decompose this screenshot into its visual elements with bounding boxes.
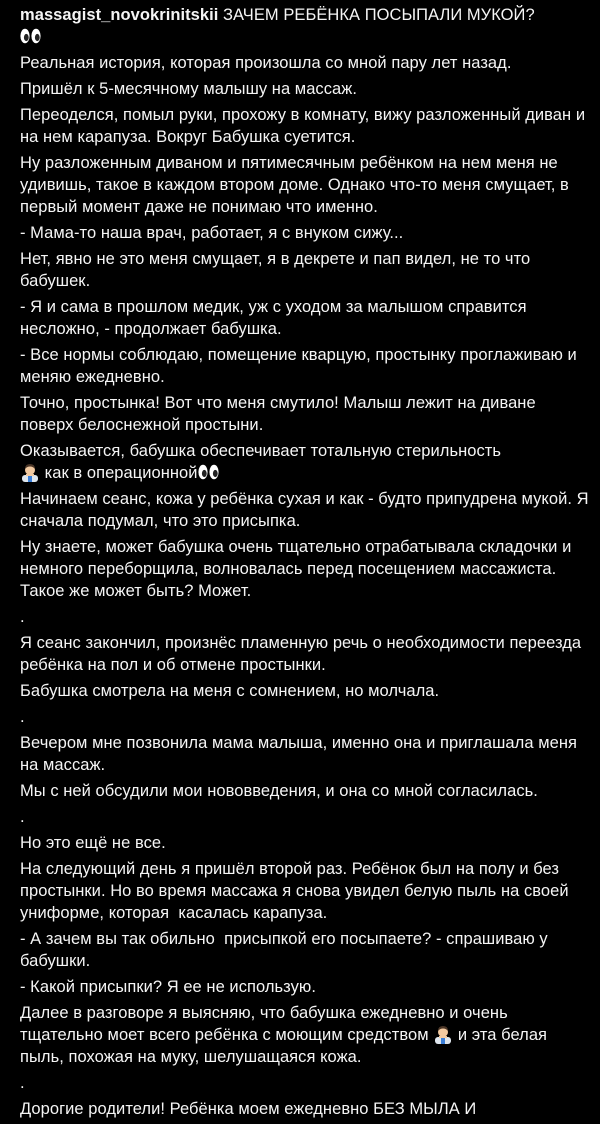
sterility-text-1: Оказывается, бабушка обеспечивает тотальную стерильность	[20, 442, 502, 460]
separator-dot: .	[20, 608, 25, 626]
separator-dot: .	[20, 708, 25, 726]
health-worker-icon	[20, 462, 40, 482]
caption-paragraph: Мы с ней обсудили мои нововведения, и она со мной согласилась.	[20, 782, 538, 800]
separator-dot: .	[20, 808, 25, 826]
sterility-paragraph	[20, 440, 592, 484]
caption-header	[20, 4, 592, 48]
paragraphs-a	[20, 52, 592, 436]
eyes-icon	[198, 464, 219, 480]
post-title: ЗАЧЕМ РЕБЁНКА ПОСЫПАЛИ МУКОЙ?	[223, 6, 535, 24]
caption-paragraph: - Мама-то наша врач, работает, я с внуком сижу...	[20, 224, 404, 242]
caption-paragraph: Но это ещё не все.	[20, 834, 166, 852]
caption-paragraph: - Все нормы соблюдаю, помещение кварцую, простынку проглаживаю и меняю ежедневно.	[20, 346, 582, 386]
caption-paragraph: Реальная история, которая произошла со мной пару лет назад.	[20, 54, 512, 72]
separator-dot: .	[20, 1074, 25, 1092]
caption-paragraph: Начинаем сеанс, кожа у ребёнка сухая и как - будто припудрена мукой. Я сначала подумал, что это присыпка.	[20, 490, 594, 530]
health-worker-icon	[433, 1024, 453, 1044]
caption-paragraph: Бабушка смотрела на меня с сомнением, но молчала.	[20, 682, 440, 700]
paragraphs-d	[20, 732, 592, 802]
caption-paragraph: Пришёл к 5-месячному малышу на массаж.	[20, 80, 357, 98]
caption-paragraph: Ну знаете, может бабушка очень тщательно отрабатывала складочки и немного переборщила, волновалась перед посещением массажиста. Такое же может быть? Может.	[20, 538, 576, 600]
caption-paragraph: Переоделся, помыл руки, прохожу в комнату, вижу разложенный диван и на нем карапуза. Вокруг Бабушка суетится.	[20, 106, 590, 146]
caption-paragraph: Ну разложенным диваном и пятимесячным ребёнком на нем меня не удивишь, такое в каждом втором доме. Однако что-то меня смущает, в первый момент даже не понимаю что именно.	[20, 154, 574, 216]
caption-paragraph: Нет, явно не это меня смущает, я в декрете и пап видел, не то что бабушек.	[20, 250, 535, 290]
final-text-1: Далее в разговоре я выясняю, что бабушка ежедневно и очень тщательно моет всего ребёнка с моющим средством	[20, 1004, 513, 1044]
username-link[interactable]: massagist_novokrinitskii	[20, 6, 219, 24]
paragraphs-e	[20, 832, 592, 998]
caption-paragraph: - Какой присыпки? Я ее не использую.	[20, 978, 316, 996]
caption-paragraph: На следующий день я пришёл второй раз. Ребёнок был на полу и без простынки. Но во время массажа я снова увидел белую пыль на своей униформе, которая касалась карапуза.	[20, 860, 574, 922]
caption-paragraph: - А зачем вы так обильно присыпкой его посыпаете? - спрашиваю у бабушки.	[20, 930, 553, 970]
caption-paragraph: Точно, простынка! Вот что меня смутило! Малыш лежит на диване поверх белоснежной простыни.	[20, 394, 541, 434]
paragraphs-b	[20, 488, 592, 602]
post-caption	[20, 4, 592, 1124]
eyes-icon	[20, 28, 41, 44]
paragraphs-c	[20, 632, 592, 702]
caption-paragraph: Вечером мне позвонила мама малыша, именно она и приглашала меня на массаж.	[20, 734, 582, 774]
final-text-2: и эта белая пыль, похожая на муку, шелушащаяся кожа.	[20, 1026, 552, 1066]
sterility-text-2: как в операционной	[44, 464, 198, 482]
last-line: Дорогие родители! Ребёнка моем ежедневно БЕЗ МЫЛА И	[20, 1100, 477, 1118]
final-paragraph	[20, 1002, 592, 1068]
caption-paragraph: - Я и сама в прошлом медик, уж с уходом за малышом справится несложно, - продолжает бабушка.	[20, 298, 532, 338]
caption-paragraph: Я сеанс закончил, произнёс пламенную речь о необходимости переезда ребёнка на пол и об отмене простынки.	[20, 634, 586, 674]
